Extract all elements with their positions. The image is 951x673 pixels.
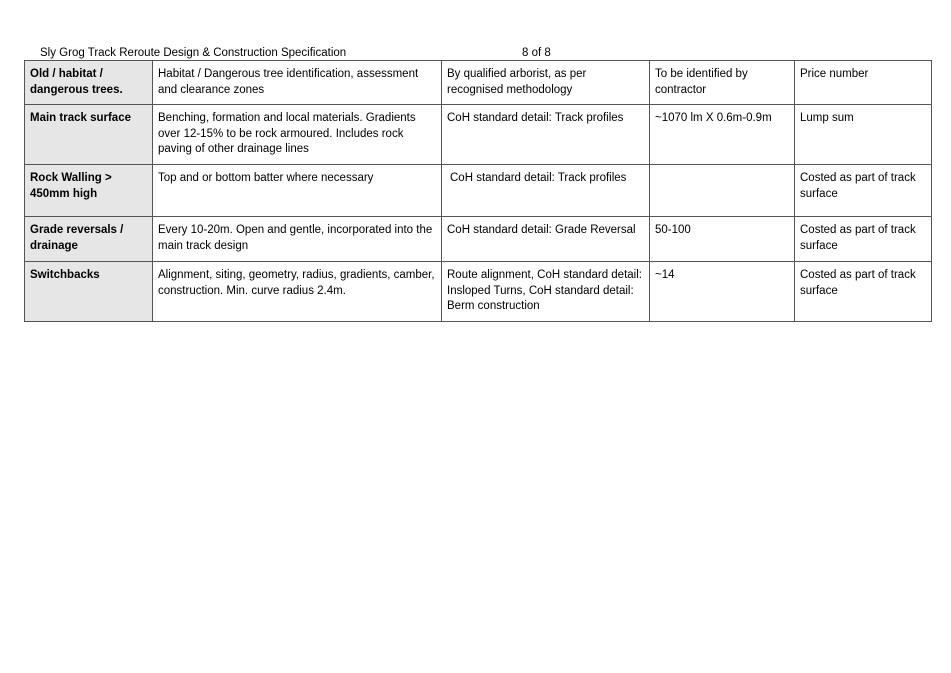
pricing-cell: Costed as part of track surface — [795, 262, 932, 322]
quantity-cell: ~14 — [650, 262, 795, 322]
pricing-cell: Price number — [795, 61, 932, 105]
standard-cell: By qualified arborist, as per recognised methodology — [442, 61, 650, 105]
item-cell: Old / habitat / dangerous trees. — [25, 61, 153, 105]
pricing-cell: Lump sum — [795, 105, 932, 165]
table-row — [25, 165, 932, 217]
table-row — [25, 105, 932, 165]
item-cell: Switchbacks — [25, 262, 153, 322]
description-cell: Every 10-20m. Open and gentle, incorporated into the main track design — [153, 217, 442, 262]
pricing-cell: Costed as part of track surface — [795, 217, 932, 262]
item-cell: Main track surface — [25, 105, 153, 165]
quantity-cell: To be identified by contractor — [650, 61, 795, 105]
document-title: Sly Grog Track Reroute Design & Construction Specification — [40, 47, 347, 59]
pricing-cell: Costed as part of track surface — [795, 165, 932, 217]
standard-cell: CoH standard detail: Track profiles — [442, 165, 650, 217]
description-cell: Alignment, siting, geometry, radius, gradients, camber, construction. Min. curve radius 2.4m. — [153, 262, 442, 322]
description-cell: Habitat / Dangerous tree identification, assessment and clearance zones — [153, 61, 442, 105]
page-header — [40, 46, 920, 60]
description-cell: Top and or bottom batter where necessary — [153, 165, 442, 217]
table-row — [25, 262, 932, 322]
table-row — [25, 61, 932, 105]
quantity-cell: ~1070 lm X 0.6m-0.9m — [650, 105, 795, 165]
specification-table — [24, 60, 932, 322]
standard-cell: CoH standard detail: Grade Reversal — [442, 217, 650, 262]
item-cell: Rock Walling > 450mm high — [25, 165, 153, 217]
standard-cell: Route alignment, CoH standard detail: Insloped Turns, CoH standard detail: Berm construction — [442, 262, 650, 322]
page-number: 8 of 8 — [522, 47, 551, 59]
quantity-cell: 50-100 — [650, 217, 795, 262]
item-cell: Grade reversals / drainage — [25, 217, 153, 262]
standard-cell: CoH standard detail: Track profiles — [442, 105, 650, 165]
description-cell: Benching, formation and local materials. Gradients over 12-15% to be rock armoured. Includes rock paving of other drainage lines — [153, 105, 442, 165]
table-row — [25, 217, 932, 262]
quantity-cell — [650, 165, 795, 217]
